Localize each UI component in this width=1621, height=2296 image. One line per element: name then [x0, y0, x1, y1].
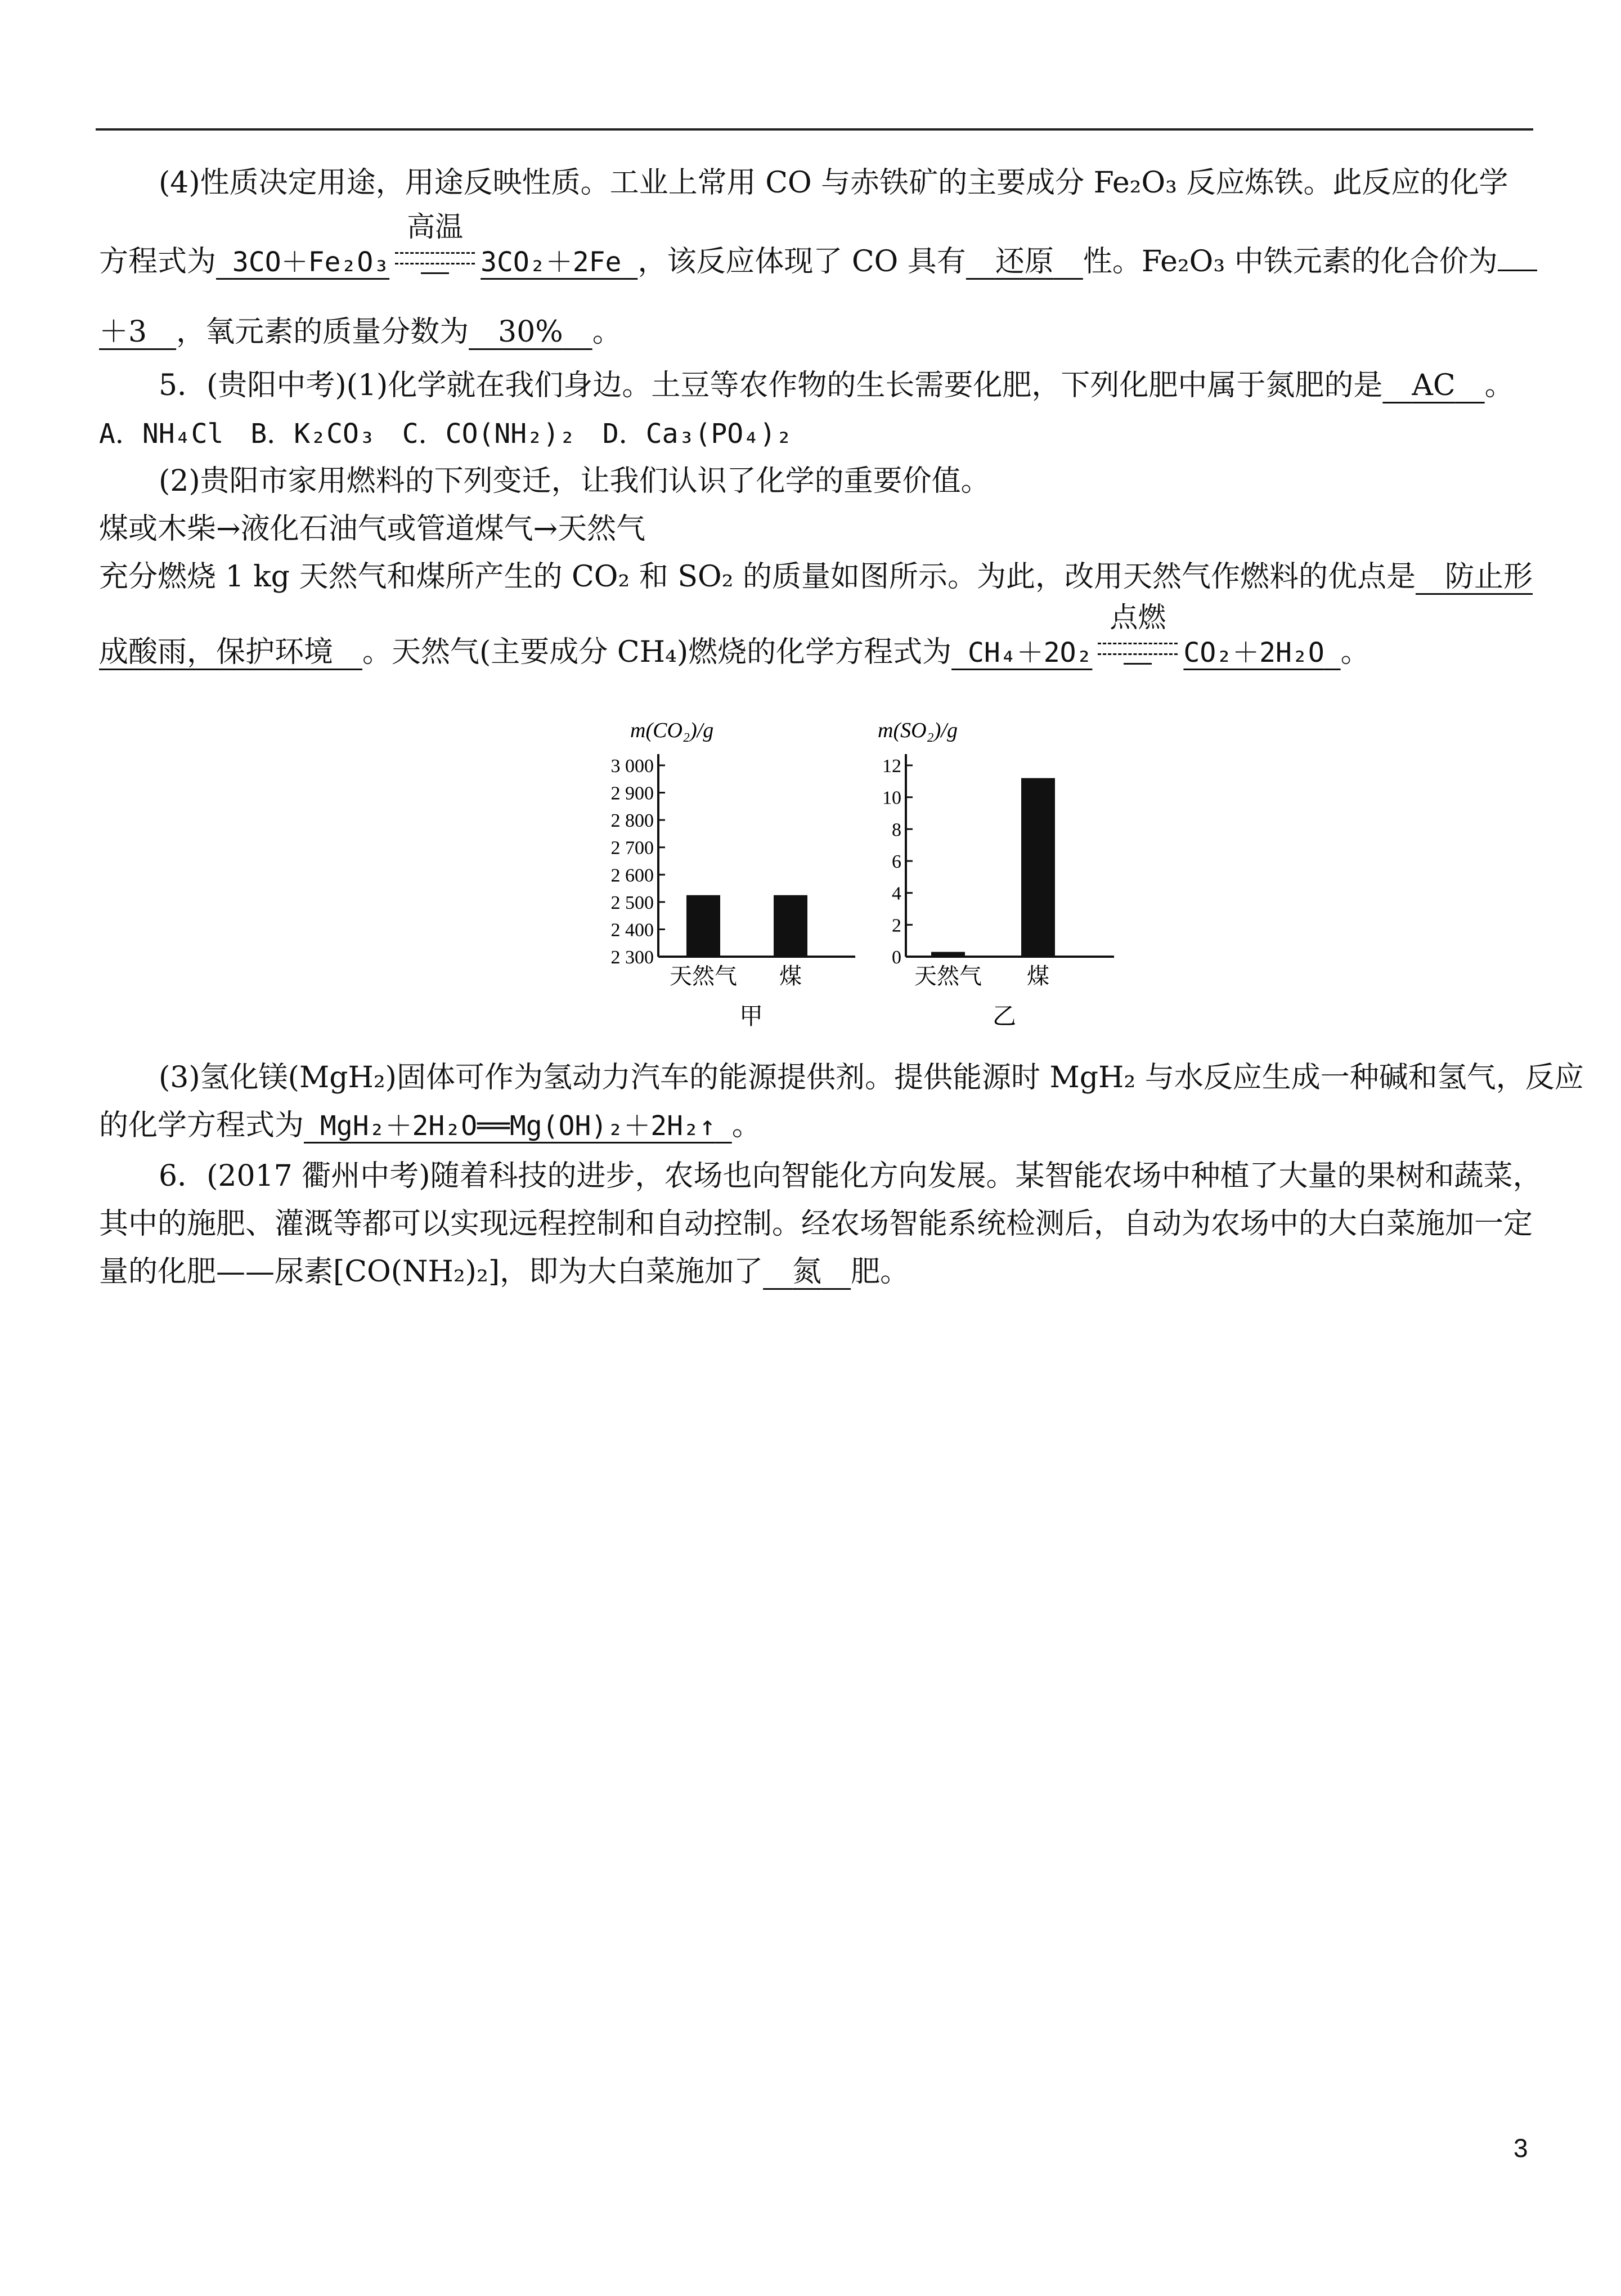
- q5-text2: (2)贵阳市家用燃料的下列变迁，让我们认识了化学的重要价值。: [159, 464, 990, 498]
- chart0-ylabel: m(CO₂)/g: [630, 719, 714, 742]
- q6-text1: 6．(2017 衢州中考)随着科技的进步，农场也向智能化方向发展。某智能农场中种植了大量的果树和蔬菜，: [159, 1159, 1542, 1193]
- q5-line4: [99, 557, 1539, 597]
- chart-co2-svg: [563, 715, 878, 1030]
- q5-answer-adv-b-text: 成酸雨，保护环境: [99, 635, 334, 669]
- q5-text6: (3)氢化镁(MgH₂)固体可作为氢动力汽车的能源提供剂。提供能源时 MgH₂ 与水反应生成一种碱和氢气，反应: [159, 1061, 1584, 1095]
- q4-text2c: 性。Fe₂O₃ 中铁元素的化合价为: [1083, 245, 1498, 279]
- chart0-tick-label: 2 600: [610, 865, 654, 886]
- chart0-bar: [686, 895, 720, 957]
- chart0-tick-label: 2 300: [610, 947, 654, 968]
- q6-line1: [159, 1156, 1542, 1196]
- chart1-tick-label: 10: [882, 787, 901, 809]
- q6-answer-text: 氮: [792, 1255, 822, 1289]
- q5-line1: [159, 366, 1539, 405]
- q4-blank-tail: [1498, 239, 1537, 271]
- q5-text1-end: 。: [1484, 369, 1514, 402]
- q5-line6: [159, 1058, 1584, 1097]
- chart0-tick-label: 2 500: [610, 892, 654, 913]
- chart0-tick-label: 2 900: [610, 783, 654, 804]
- q5-text7-end: 。: [731, 1109, 761, 1142]
- q4-text2b: ，该反应体现了 CO 具有: [637, 245, 966, 279]
- chart0-bar: [774, 895, 807, 957]
- chart1-tick-label: 0: [892, 947, 901, 968]
- q4-text1: (4)性质决定用途，用途反映性质。工业上常用 CO 与赤铁矿的主要成分 Fe₂O₃ 反应炼铁。此反应的化学: [159, 166, 1508, 200]
- q5-options: [99, 414, 1539, 454]
- chart-so2-svg: [850, 715, 1120, 1030]
- chart1-category-label: 煤: [1027, 963, 1049, 989]
- q4-line3: [99, 312, 1539, 352]
- q4-eq-right: 3CO₂＋2Fe: [481, 246, 622, 278]
- q6-answer: [763, 1255, 851, 1289]
- chart1-bar: [931, 952, 965, 957]
- chart0-category-label: 煤: [779, 963, 802, 989]
- chart1-tick-label: 12: [882, 756, 901, 777]
- chart0-caption: 甲: [739, 1004, 764, 1030]
- q5-text1: 5．(贵阳中考)(1)化学就在我们身边。土豆等农作物的生长需要化肥，下列化肥中属于氮肥的是: [159, 369, 1383, 402]
- page-number: 3: [1514, 2133, 1528, 2163]
- q4-eq-condition: [393, 210, 477, 279]
- q4-answer-valence-text: ＋3: [99, 315, 147, 349]
- q5-eq-condition: [1095, 601, 1180, 670]
- q4-eq-cond-text: 高温: [407, 210, 464, 243]
- chart0-tick-label: 3 000: [610, 756, 654, 777]
- chart1-tick-label: 8: [892, 819, 901, 841]
- q6-text3-end: 肥。: [851, 1255, 910, 1289]
- chart-so2: [850, 715, 1120, 1032]
- chart1-tick-label: 2: [892, 915, 901, 936]
- q5-text4: 充分燃烧 1 kg 天然气和煤所产生的 CO₂ 和 SO₂ 的质量如图所示。为此，改用天然气作燃料的优点是: [99, 560, 1416, 594]
- q5-options-text: A．NH₄Cl B．K₂CO₃ C．CO(NH₂)₂ D．Ca₃(PO₄)₂: [99, 418, 792, 450]
- q5-line5: [99, 601, 1539, 672]
- q5-answer-1-text: AC: [1412, 369, 1456, 402]
- q4-answer-percent-text: 30%: [498, 315, 563, 349]
- q5-eq-right: CO₂＋2H₂O: [1183, 637, 1324, 669]
- q5-text5: 。天然气(主要成分 CH₄)燃烧的化学方程式为: [362, 635, 952, 669]
- chart0-tick-label: 2 700: [610, 837, 654, 859]
- chart1-tick-label: 4: [892, 883, 901, 904]
- chart-co2: [563, 715, 878, 1032]
- q5-text3: 煤或木柴→液化石油气或管道煤气→天然气: [99, 512, 646, 546]
- q6-text3: 量的化肥——尿素[CO(NH₂)₂]，即为大白菜施加了: [99, 1255, 764, 1289]
- header-rule: [96, 128, 1533, 131]
- q4-text2a: 方程式为: [99, 245, 217, 279]
- q4-text3-end: 。: [592, 315, 622, 349]
- q4-answer-percent: [469, 315, 592, 349]
- q4-equation: [216, 210, 637, 278]
- q4-answer-reducing-text: 还原: [995, 245, 1054, 279]
- q6-line3: [99, 1252, 1539, 1292]
- chart1-caption: 乙: [992, 1004, 1017, 1030]
- q4-line1: [159, 163, 1539, 203]
- q5-answer-mgh2-text: MgH₂＋2H₂O══Mg(OH)₂＋2H₂↑: [320, 1110, 716, 1142]
- q4-answer-valence: [99, 315, 176, 349]
- chart1-category-label: 天然气: [914, 963, 982, 989]
- chart1-ylabel: m(SO₂)/g: [878, 719, 958, 742]
- chart1-bar: [1021, 778, 1055, 957]
- q4-text3: ，氧元素的质量分数为: [176, 315, 469, 349]
- chart0-category-label: 天然气: [670, 963, 737, 989]
- q4-eq-left: 3CO＋Fe₂O₃: [232, 246, 390, 278]
- chart0-tick-label: 2 800: [610, 810, 654, 832]
- q5-answer-mgh2: [304, 1110, 732, 1142]
- q5-line3: [99, 509, 1539, 549]
- q5-eq-cond-text: 点燃: [1110, 601, 1166, 634]
- chart0-tick-label: 2 400: [610, 920, 654, 941]
- q5-answer-advantage-b: [99, 635, 362, 669]
- chart1-tick-label: 6: [892, 851, 901, 872]
- q5-text5-end: 。: [1340, 635, 1370, 669]
- q4-answer-reducing: [966, 245, 1083, 279]
- q5-answer-advantage-a: [1416, 560, 1533, 594]
- q6-line2: [99, 1204, 1539, 1244]
- q5-line7: [99, 1106, 1539, 1146]
- q5-equation: [951, 601, 1341, 669]
- q6-text2: 其中的施肥、灌溉等都可以实现远程控制和自动控制。经农场智能系统检测后，自动为农场中的大白菜施加一定: [99, 1207, 1533, 1241]
- q5-eq-left: CH₄＋2O₂: [968, 637, 1093, 669]
- q5-answer-adv-a-text: 防止形: [1444, 560, 1533, 594]
- q5-text7: 的化学方程式为: [99, 1109, 304, 1142]
- q4-line2: [99, 210, 1539, 282]
- q5-line2: [159, 461, 1539, 501]
- q5-answer-1: [1382, 369, 1484, 402]
